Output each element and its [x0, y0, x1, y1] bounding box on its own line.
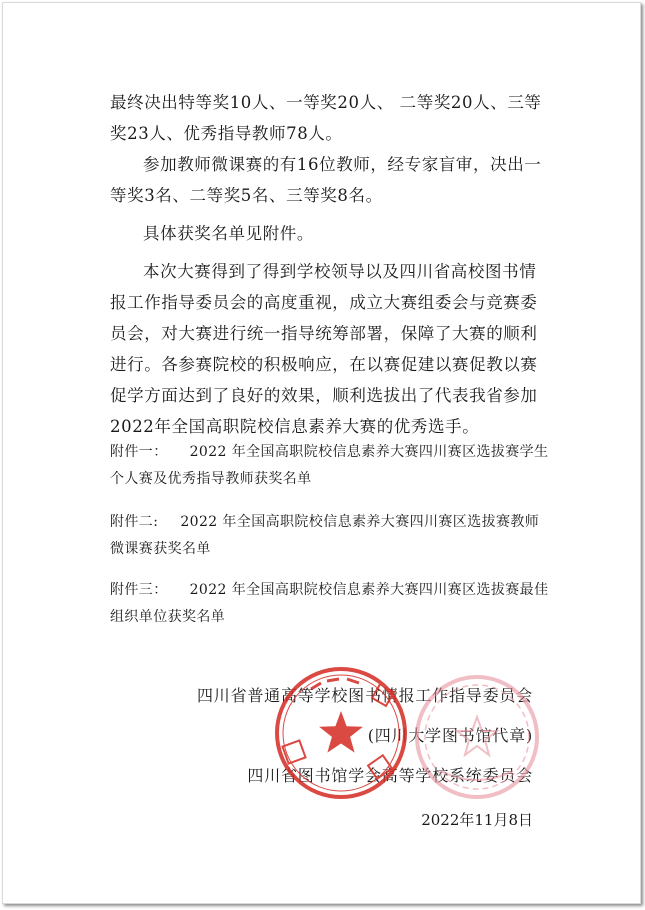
paragraph-results: 最终决出特等奖10人、一等奖20人、 二等奖20人、三等奖23人、优秀指导教师78人。	[110, 93, 542, 143]
attachment-1	[110, 439, 550, 493]
attachment-3	[110, 577, 550, 631]
attachment-2-text: 2022 年全国高职院校信息素养大赛四川赛区选拔赛教师微课赛获奖名单	[110, 514, 540, 557]
signature-org-1-note: (四川大学图书馆代章)	[367, 726, 533, 745]
document-page	[2, 2, 641, 904]
attachment-2-label: 附件二:	[110, 514, 159, 530]
attachment-1-text: 2022 年全国高职院校信息素养大赛四川赛区选拔赛学生个人赛及优秀指导教师获奖名单	[110, 444, 549, 487]
signature-org-2: 四川省图书馆学会高等学校系统委员会	[247, 766, 533, 785]
attachment-1-label: 附件一：	[110, 444, 168, 460]
paragraph-see-attachments: 具体获奖名单见附件。	[143, 224, 314, 243]
signature-org-1: 四川省普通高等学校图书情报工作指导委员会	[196, 686, 533, 705]
paragraph-microlesson: 参加教师微课赛的有16位教师，经专家盲审，决出一等奖3名、二等奖5名、三等奖8名。	[110, 155, 542, 205]
attachment-3-text: 2022 年全国高职院校信息素养大赛四川赛区选拔赛最佳组织单位获奖名单	[110, 582, 549, 625]
attachment-3-label: 附件三：	[110, 582, 168, 598]
paragraph-summary: 本次大赛得到了得到学校领导以及四川省高校图书情报工作指导委员会的高度重视，成立大赛组委会与竞赛委员会，对大赛进行统一指导统筹部署，保障了大赛的顺利进行。各参赛院校的积极响应，在以赛促建以赛促教以赛促学方面达到了良好的效果，顺利选拔出了代表我省参加2022年全国高职院校信息素养大赛的优秀选手。	[110, 262, 538, 436]
attachment-2	[110, 509, 550, 563]
document-date: 2022年11月8日	[421, 811, 533, 829]
